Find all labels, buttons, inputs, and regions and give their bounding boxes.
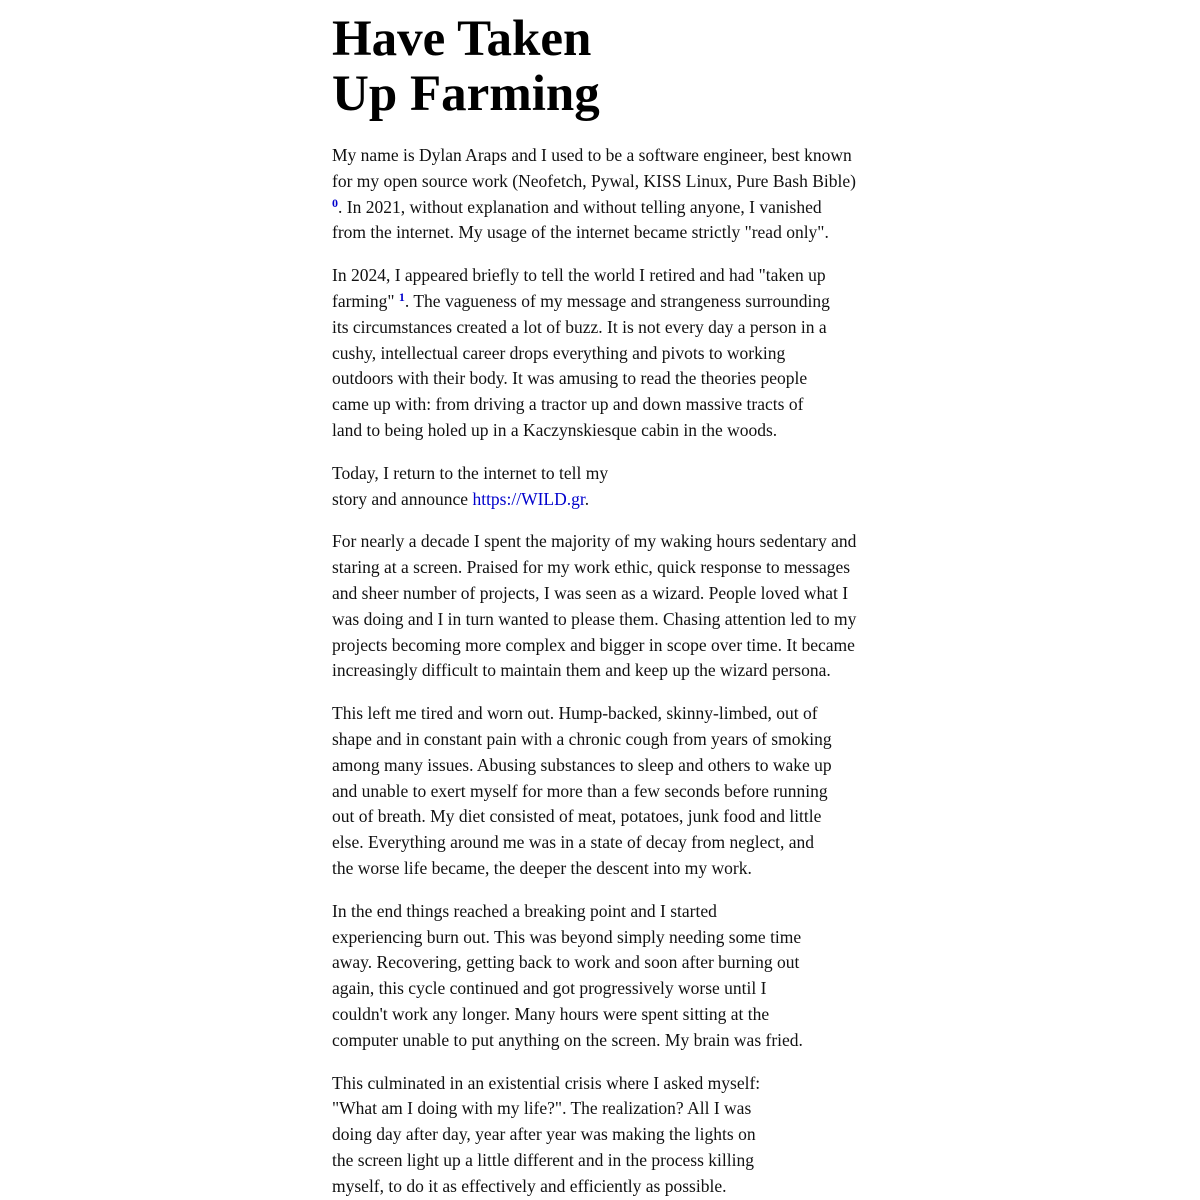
text-line: increasingly difficult to maintain them and keep up the wizard persona.: [332, 660, 831, 681]
text-line: the screen light up a little different and in the process killing: [332, 1149, 754, 1170]
paragraph-burn-out: [332, 899, 852, 1054]
paragraph-worn-out: [332, 701, 852, 882]
text-line: staring at a screen. Praised for my work ethic, quick response to messages: [332, 557, 851, 578]
paragraph-decade: [332, 529, 857, 684]
text-line: again, this cycle continued and got progressively worse until I: [332, 978, 767, 999]
footnote-link-1[interactable]: 1: [398, 289, 405, 304]
text-line: [332, 195, 852, 221]
text-line: cushy, intellectual career drops everything and pivots to working: [332, 342, 786, 363]
text-line: computer unable to put anything on the screen. My brain was fried.: [332, 1029, 803, 1050]
text-fragment: story and announce: [332, 488, 473, 509]
page-title: [332, 12, 852, 122]
text-line: for my open source work (Neofetch, Pywal, KISS Linux, Pure Bash Bible): [332, 170, 856, 191]
page-title-line-2: Up Farming: [332, 66, 600, 122]
text-line: shape and in constant pain with a chronic cough from years of smoking: [332, 728, 832, 749]
text-line: My name is Dylan Araps and I used to be a software engineer, best known: [332, 145, 852, 165]
text-line: Today, I return to the internet to tell my: [332, 462, 609, 483]
text-line: This left me tired and worn out. Hump-backed, skinny-limbed, out of: [332, 703, 818, 724]
text-line: from the internet. My usage of the internet became strictly "read only".: [332, 222, 829, 243]
paragraph-announce: [332, 461, 852, 513]
text-line: else. Everything around me was in a state of decay from neglect, and: [332, 832, 815, 853]
text-line: away. Recovering, getting back to work and soon after burning out: [332, 952, 800, 973]
paragraph-crisis: [332, 1071, 852, 1200]
paragraph-intro: [332, 143, 856, 246]
text-line: outdoors with their body. It was amusing to read the theories people: [332, 368, 808, 389]
wild-link[interactable]: https://WILD.gr: [472, 488, 585, 509]
text-line: "What am I doing with my life?". The realization? All I was: [332, 1098, 752, 1119]
article: [332, 0, 857, 1199]
text-line: This culminated in an existential crisis where I asked myself:: [332, 1072, 761, 1093]
page-title-line-1: Have Taken: [332, 11, 592, 67]
footnote-link-0[interactable]: 0: [332, 195, 338, 210]
text-line: out of breath. My diet consisted of meat, potatoes, junk food and little: [332, 806, 822, 827]
text-line: and sheer number of projects, I was seen as a wizard. People loved what I: [332, 582, 849, 603]
text-fragment: . In 2021, without explanation and without telling anyone, I vanished: [338, 196, 822, 217]
paragraph-2024: [332, 263, 852, 444]
text-fragment: . The vagueness of my message and strangeness surrounding: [404, 290, 830, 311]
text-line: experiencing burn out. This was beyond simply needing some time: [332, 926, 802, 947]
text-line: was doing and I in turn wanted to please them. Chasing attention led to my: [332, 608, 857, 629]
text-line: its circumstances created a lot of buzz. It is not every day a person in a: [332, 316, 827, 337]
text-fragment: .: [584, 488, 590, 509]
text-line: For nearly a decade I spent the majority of my waking hours sedentary and: [332, 531, 857, 552]
text-line: came up with: from driving a tractor up and down massive tracts of: [332, 394, 804, 415]
text-line: doing day after day, year after year was making the lights on: [332, 1124, 756, 1145]
text-line: and unable to exert myself for more than a few seconds before running: [332, 780, 828, 801]
text-line: [332, 487, 852, 513]
text-line: couldn't work any longer. Many hours were spent sitting at the: [332, 1003, 770, 1024]
text-fragment: farming": [332, 290, 399, 311]
text-line: myself, to do it as effectively and efficiently as possible.: [332, 1175, 727, 1196]
text-line: [332, 289, 852, 315]
text-line: land to being holed up in a Kaczynskiesque cabin in the woods.: [332, 419, 778, 440]
text-line: In 2024, I appeared briefly to tell the world I retired and had "taken up: [332, 265, 826, 286]
text-line: the worse life became, the deeper the descent into my work.: [332, 857, 752, 878]
text-line: projects becoming more complex and bigger in scope over time. It became: [332, 634, 855, 655]
text-line: In the end things reached a breaking point and I started: [332, 900, 717, 921]
text-line: among many issues. Abusing substances to sleep and others to wake up: [332, 754, 832, 775]
